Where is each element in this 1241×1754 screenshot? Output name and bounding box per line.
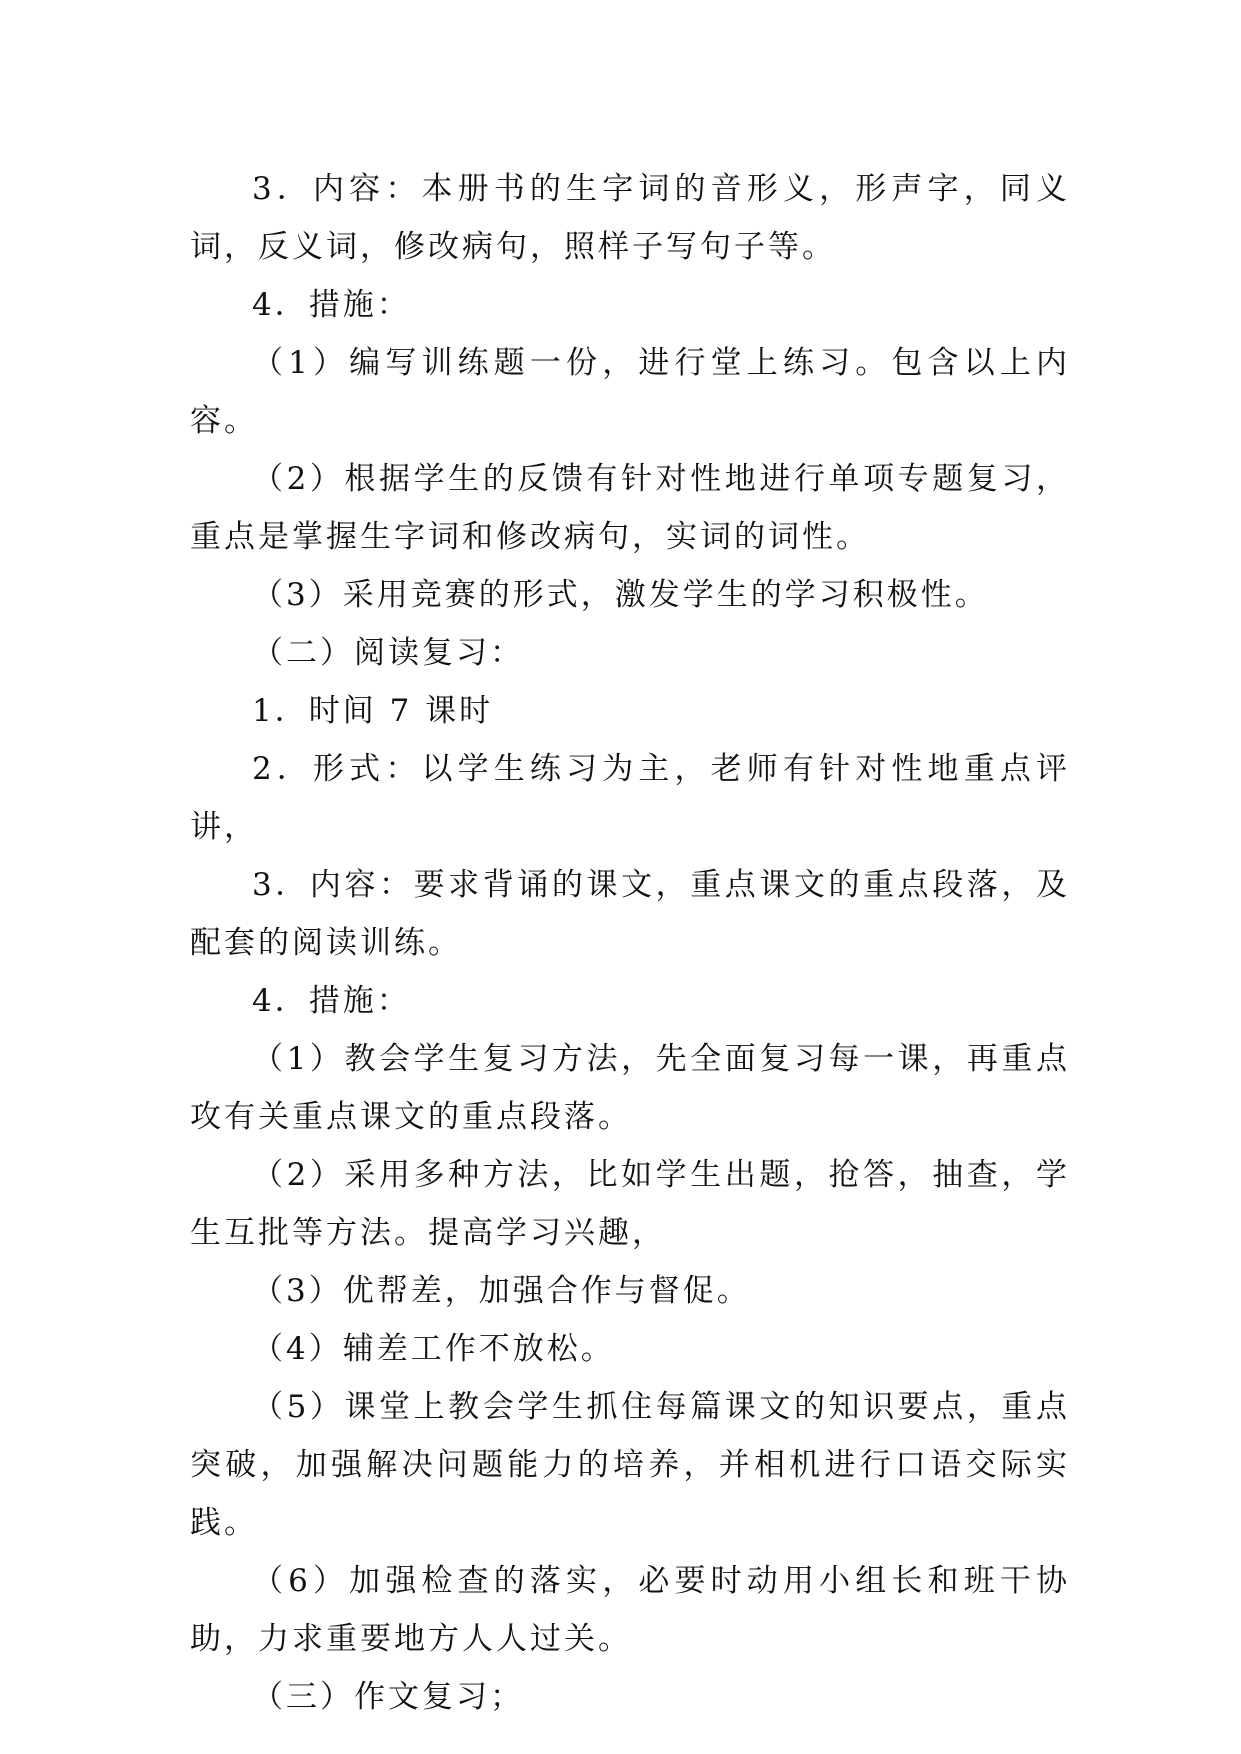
paragraph-measure-2-4: （4）辅差工作不放松。 <box>252 1331 615 1367</box>
paragraph-measure-2-6: （6）加强检查的落实，必要时动用小组长和班干协助，力求重要地方人人过关。 <box>190 1563 1070 1657</box>
paragraph-measure-2-1: （1）教会学生复习方法，先全面复习每一课，再重点攻有关重点课文的重点段落。 <box>190 1041 1070 1135</box>
paragraph-measure-1-2: （2）根据学生的反馈有针对性地进行单项专题复习，重点是掌握生字词和修改病句，实词的词性。 <box>190 461 1070 555</box>
paragraph-form: 2．形式：以学生练习为主，老师有针对性地重点评讲， <box>190 751 1070 845</box>
paragraph-content-2: 3．内容：要求背诵的课文，重点课文的重点段落，及配套的阅读训练。 <box>190 867 1070 961</box>
section-heading-reading-review: （二）阅读复习： <box>252 635 524 671</box>
paragraph-measure-2-3: （3）优帮差，加强合作与督促。 <box>252 1273 751 1309</box>
paragraph-measures-heading-2: 4．措施： <box>252 983 411 1019</box>
paragraph-measure-2-2: （2）采用多种方法，比如学生出题，抢答，抽查，学生互批等方法。提高学习兴趣， <box>190 1157 1070 1251</box>
paragraph-measure-1-1: （1）编写训练题一份，进行堂上练习。包含以上内容。 <box>190 345 1070 439</box>
paragraph-measure-2-5: （5）课堂上教会学生抓住每篇课文的知识要点，重点突破，加强解决问题能力的培养，并相机进行口语交际实践。 <box>190 1389 1070 1541</box>
paragraph-time: 1．时间 7 课时 <box>252 693 494 729</box>
paragraph-measures-heading-1: 4．措施： <box>252 287 411 323</box>
paragraph-content-1: 3．内容：本册书的生字词的音形义，形声字，同义词，反义词，修改病句，照样子写句子等。 <box>190 171 1070 265</box>
section-heading-writing-review: （三）作文复习； <box>252 1679 524 1715</box>
paragraph-measure-1-3: （3）采用竞赛的形式，激发学生的学习积极性。 <box>252 577 989 613</box>
document-body <box>190 160 1070 1726</box>
